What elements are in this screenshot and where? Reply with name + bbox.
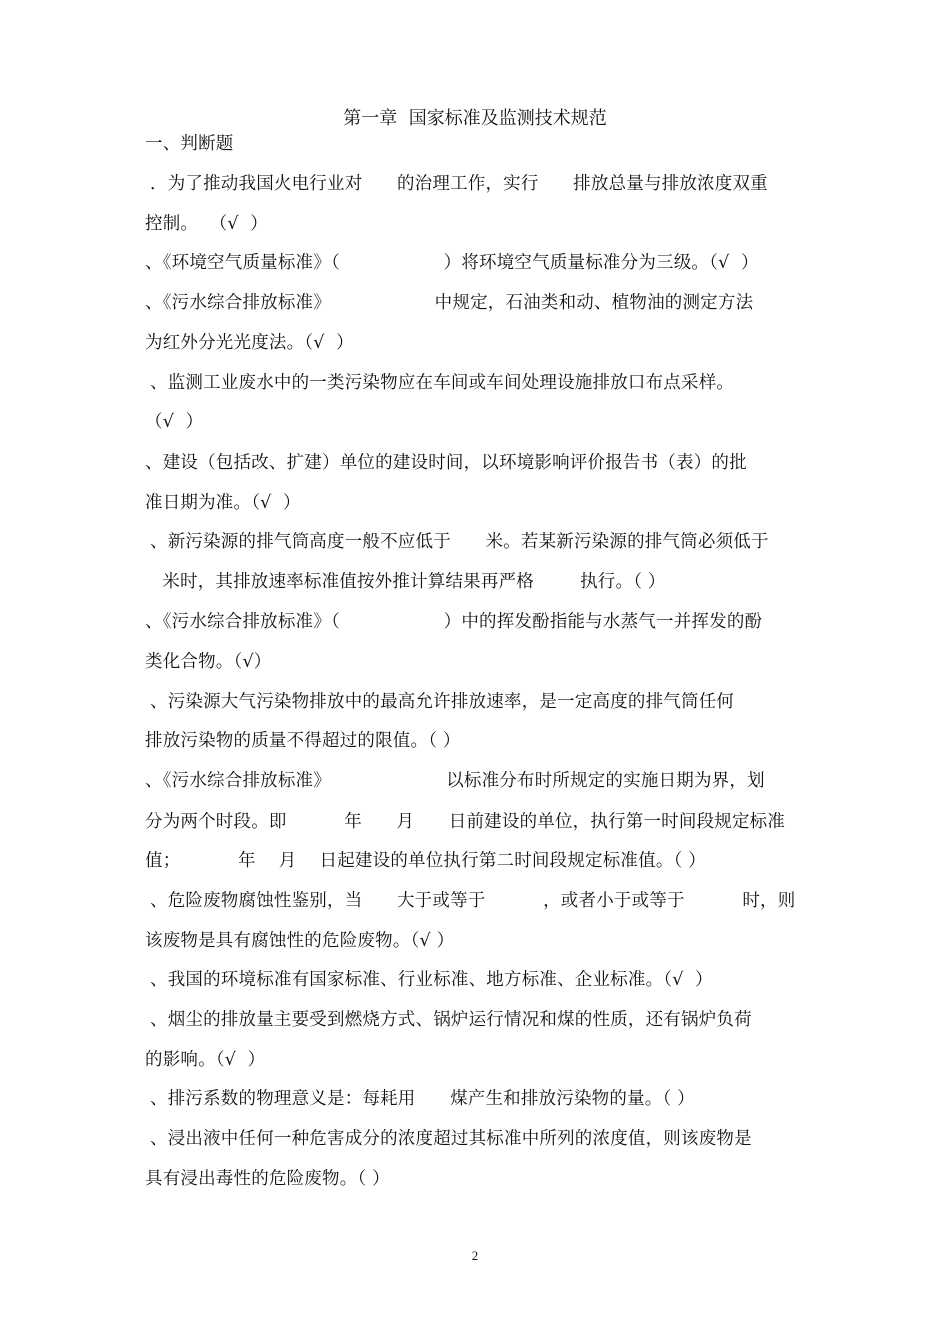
question-line: 、我国的环境标准有国家标准、行业标准、地方标准、企业标准。（√ ）: [150, 970, 713, 990]
question-line: 具有浸出毒性的危险废物。（ ）: [145, 1169, 390, 1189]
question-line: 、建设（包括改、扩建）单位的建设时间，以环境影响评价报告书（表）的批: [145, 453, 747, 473]
chapter-title: 第一章 国家标准及监测技术规范: [343, 108, 607, 129]
question-line: 的影响。（√ ）: [145, 1050, 266, 1070]
question-line: （√ ）: [145, 412, 204, 432]
question-line: 、监测工业废水中的一类污染物应在车间或车间处理设施排放口布点采样。: [150, 373, 735, 393]
question-line: 、《污水综合排放标准》（ ）中的挥发酚指能与水蒸气一并挥发的酚: [145, 612, 763, 632]
question-line: 分为两个时段。即 年 月 日前建设的单位，执行第一时间段规定标准: [145, 812, 786, 832]
question-line: 准日期为准。（√ ）: [145, 493, 301, 513]
question-line: 类化合物。（√）: [145, 652, 272, 672]
question-line: 该废物是具有腐蚀性的危险废物。（√ ）: [145, 931, 455, 951]
section-heading: 一、判断题: [145, 134, 234, 154]
question-line: 、《污水综合排放标准》 中规定，石油类和动、植物油的测定方法: [145, 293, 754, 313]
question-line: 、《环境空气质量标准》（ ）将环境空气质量标准分为三级。（√ ）: [145, 253, 759, 273]
question-line: 、排污系数的物理意义是：每耗用 煤产生和排放污染物的量。（ ）: [150, 1089, 695, 1109]
question-line: ．为了推动我国火电行业对 的治理工作，实行 排放总量与排放浓度双重: [150, 174, 768, 194]
question-line: 值； 年 月 日起建设的单位执行第二时间段规定标准值。（ ）: [145, 851, 706, 871]
question-line: 、浸出液中任何一种危害成分的浓度超过其标准中所列的浓度值，则该废物是: [150, 1129, 752, 1149]
question-line: 、新污染源的排气筒高度一般不应低于 米。若某新污染源的排气筒必须低于: [150, 532, 769, 552]
question-line: 米时，其排放速率标准值按外推计算结果再严格 执行。（ ）: [145, 572, 666, 592]
question-line: 、烟尘的排放量主要受到燃烧方式、锅炉运行情况和煤的性质，还有锅炉负荷: [150, 1010, 752, 1030]
question-line: 为红外分光光度法。（√ ）: [145, 333, 354, 353]
question-line: 、《污水综合排放标准》 以标准分布时所规定的实施日期为界，划: [145, 771, 765, 791]
question-line: 、污染源大气污染物排放中的最高允许排放速率，是一定高度的排气筒任何: [150, 692, 735, 712]
question-line: 控制。 （√ ）: [145, 214, 268, 234]
question-line: 、危险废物腐蚀性鉴别，当 大于或等于 ，或者小于或等于 时，则: [150, 891, 796, 911]
page-number: 2: [471, 1248, 479, 1263]
question-line: 排放污染物的质量不得超过的限值。（ ）: [145, 731, 461, 751]
